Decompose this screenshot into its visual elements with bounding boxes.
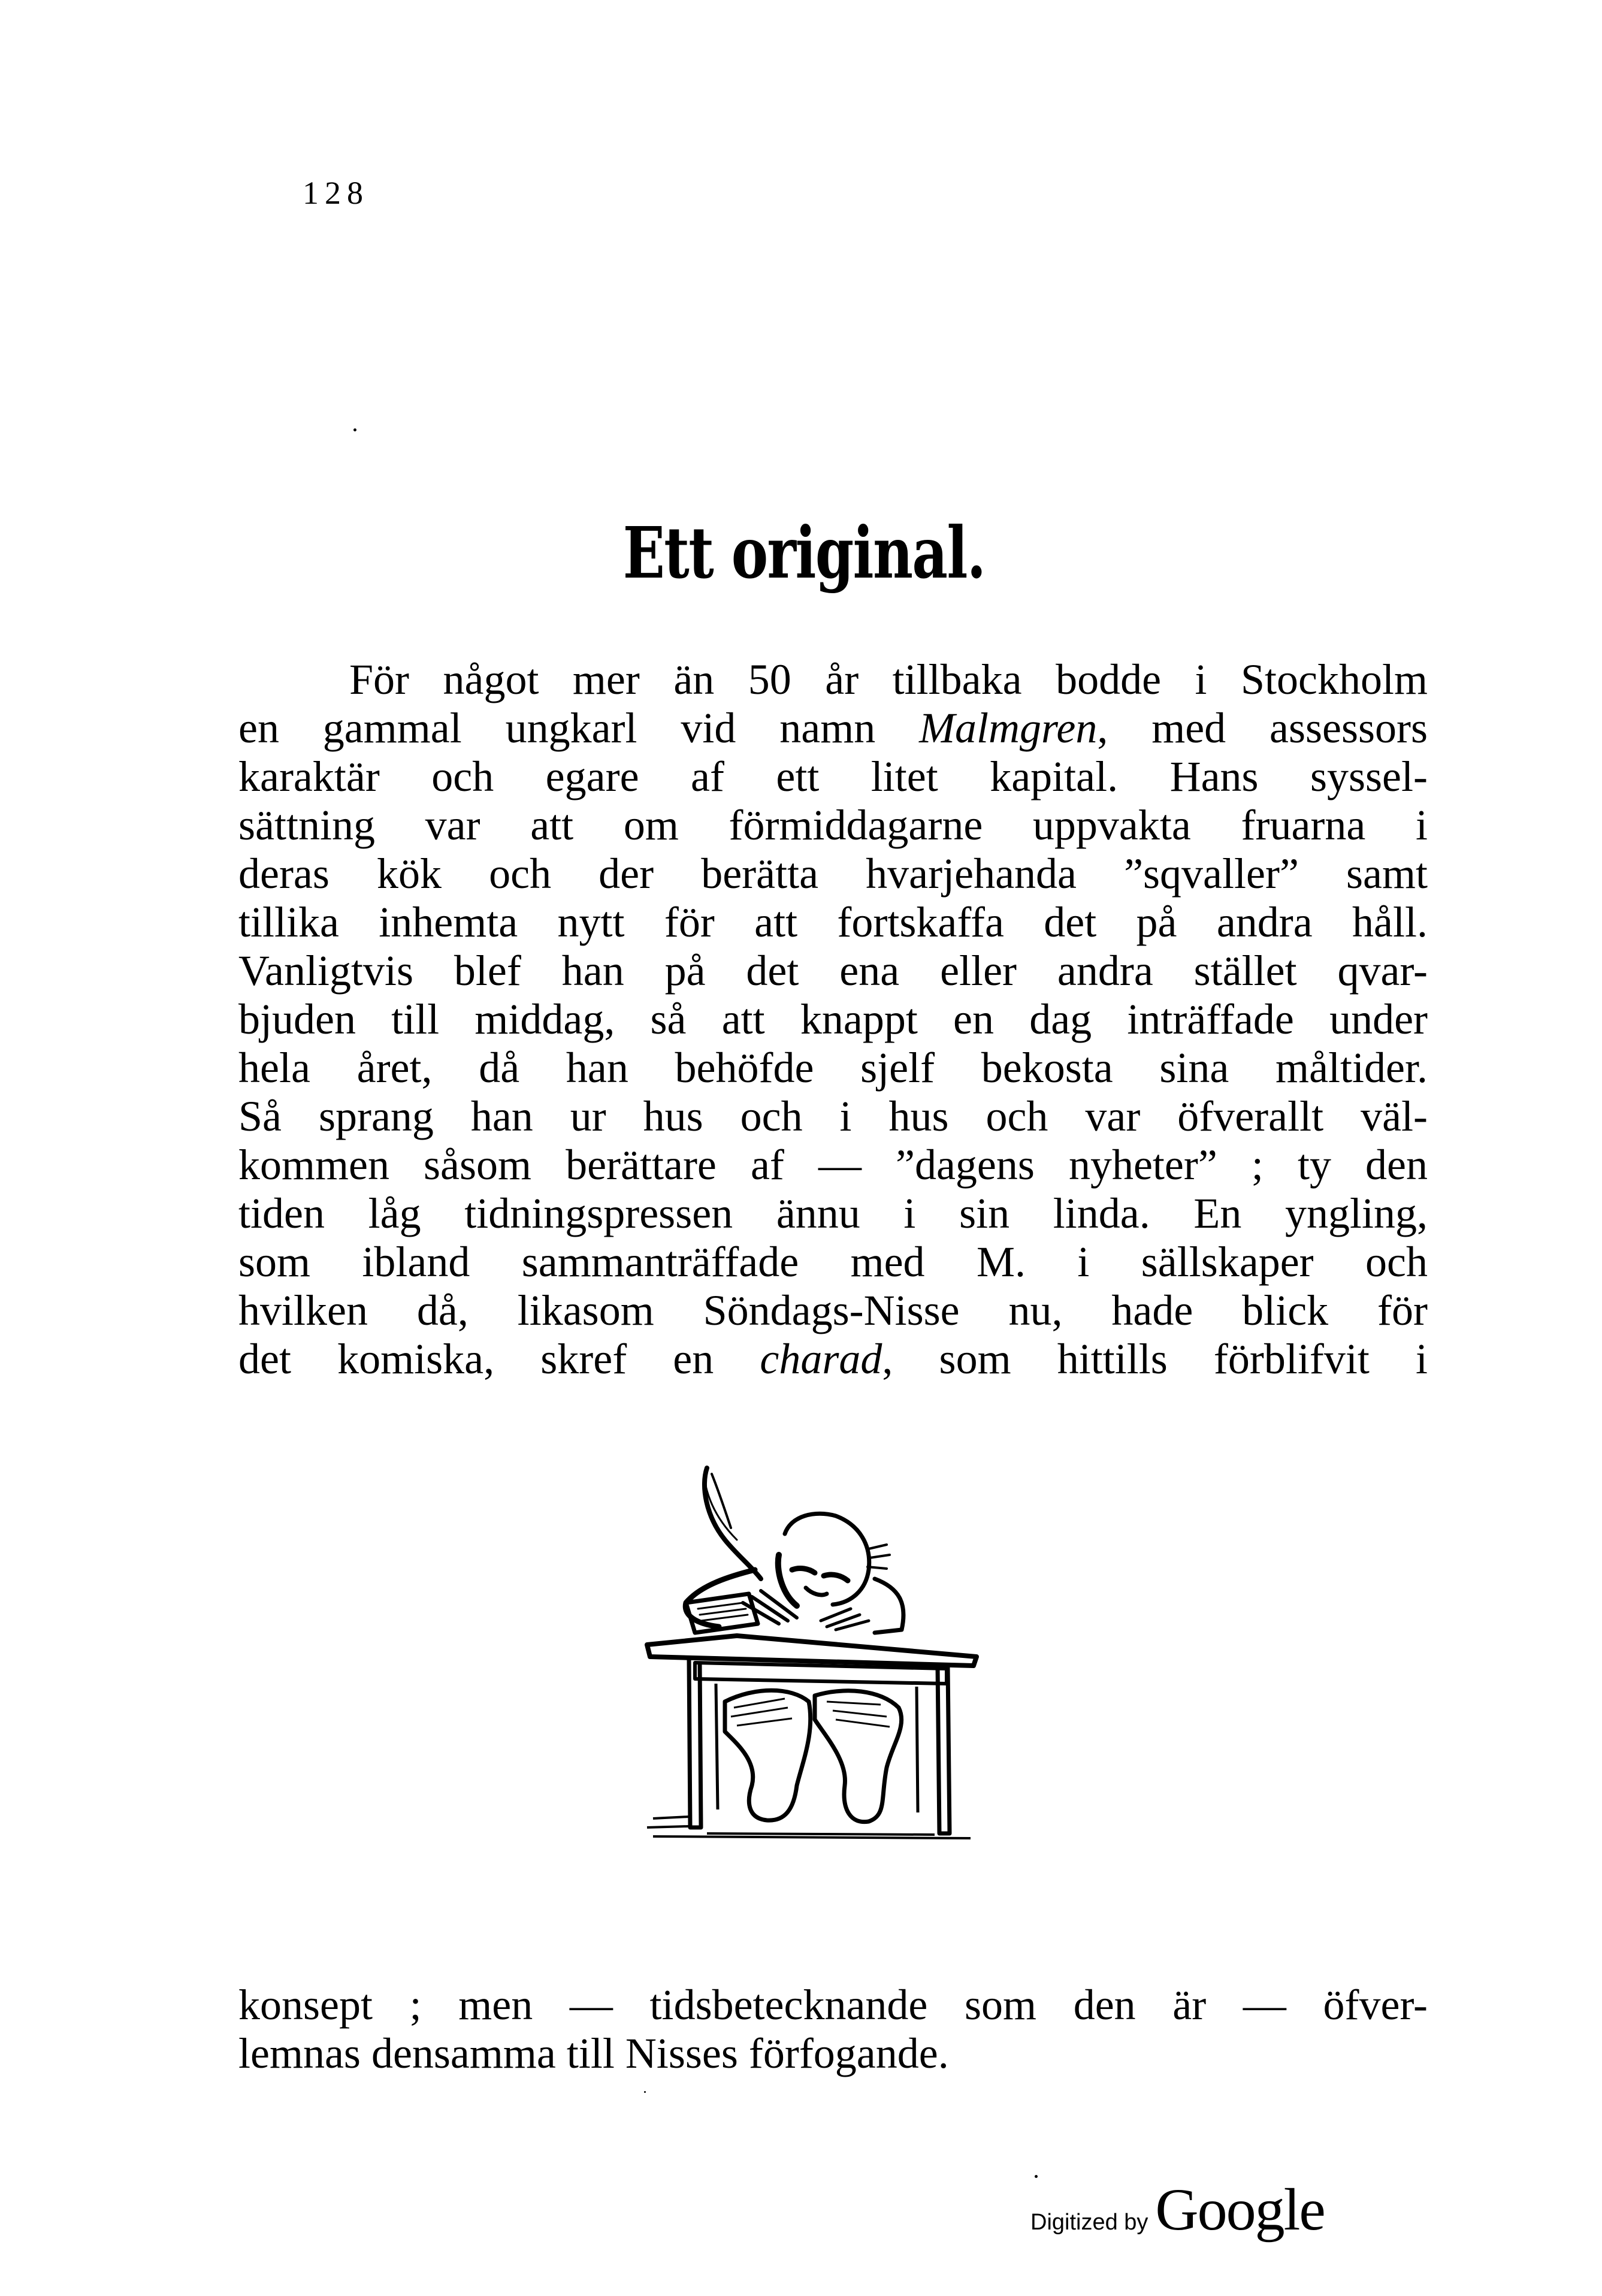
text-line: [238, 1044, 1428, 1092]
text-run: det komiska, skref en: [238, 1335, 760, 1383]
text-line: [238, 1141, 1428, 1189]
bald-head: [785, 1513, 869, 1605]
body-paragraph: [238, 655, 1428, 1383]
scan-speck: [353, 428, 356, 431]
text-run: Så sprang han ur hus och i hus och var öfverallt väl-: [238, 1092, 1428, 1140]
text-run: deras kök och der berätta hvarjehanda ”sqvaller” samt: [238, 850, 1428, 898]
text-run: tiden låg tidningspressen ännu i sin linda. En yngling,: [238, 1189, 1428, 1237]
text-run: Vanligtvis blef han på det ena eller andra stället qvar-: [238, 947, 1428, 995]
book: [686, 1594, 758, 1633]
scan-speck: [644, 2091, 646, 2093]
text-line: [238, 1286, 1428, 1335]
illustration-man-writing-at-desk: [635, 1450, 995, 1845]
text-line: [238, 1092, 1428, 1141]
text-line: [238, 850, 1428, 898]
text-line: [238, 753, 1428, 801]
watermark-prefix: Digitized by: [1030, 2210, 1148, 2235]
digitized-by-google-watermark: [1030, 2175, 1325, 2253]
text-line: konsept ; men — tidsbetecknande som den är — öfver-: [238, 1981, 1428, 2029]
closing-paragraph: [238, 1981, 1428, 2078]
text-run: bjuden till middag, så att knappt en dag inträffade under: [238, 995, 1428, 1043]
text-run: hvilken då, likasom Söndags-Nisse nu, hade blick för: [238, 1286, 1428, 1334]
page-number: 128: [303, 175, 369, 211]
text-line: [238, 995, 1428, 1044]
desk-leg: [938, 1666, 950, 1833]
text-line: [238, 655, 1428, 704]
text-run: För något mer än 50 år tillbaka bodde i Stockholm: [349, 655, 1428, 703]
text-line: [238, 947, 1428, 995]
text-run: , med assessors: [1097, 704, 1428, 752]
text-line: lemnas densamma till Nisses förfogande.: [238, 2029, 949, 2077]
text-run: sättning var att om förmiddagarne uppvakta fruarna i: [238, 801, 1428, 849]
text-run: karaktär och egare af ett litet kapital. Hans syssel-: [238, 753, 1428, 800]
text-line: [238, 1238, 1428, 1286]
text-line: [238, 801, 1428, 850]
desk-leg: [689, 1660, 701, 1827]
italic-text: Malmgren: [919, 704, 1098, 752]
quill-icon: [705, 1468, 761, 1579]
text-line: [238, 704, 1428, 753]
text-run: kommen såsom berättare af — ”dagens nyheter” ; ty den: [238, 1141, 1428, 1189]
google-logo-text: Google: [1155, 2176, 1325, 2243]
text-run: , som hittills förblifvit i: [882, 1335, 1428, 1383]
italic-text: charad: [760, 1335, 882, 1383]
chapter-title: Ett original.: [622, 511, 986, 594]
text-line: [238, 1189, 1428, 1238]
text-run: hela året, då han behöfde sjelf bekosta sina måltider.: [238, 1044, 1428, 1092]
text-run: som ibland sammanträffade med M. i sällskaper och: [238, 1238, 1428, 1286]
text-run: en gammal ungkarl vid namn: [238, 704, 920, 752]
text-run: tillika inhemta nytt för att fortskaffa det på andra håll.: [238, 898, 1428, 946]
text-line: [238, 898, 1428, 947]
text-line: [238, 1335, 1428, 1383]
